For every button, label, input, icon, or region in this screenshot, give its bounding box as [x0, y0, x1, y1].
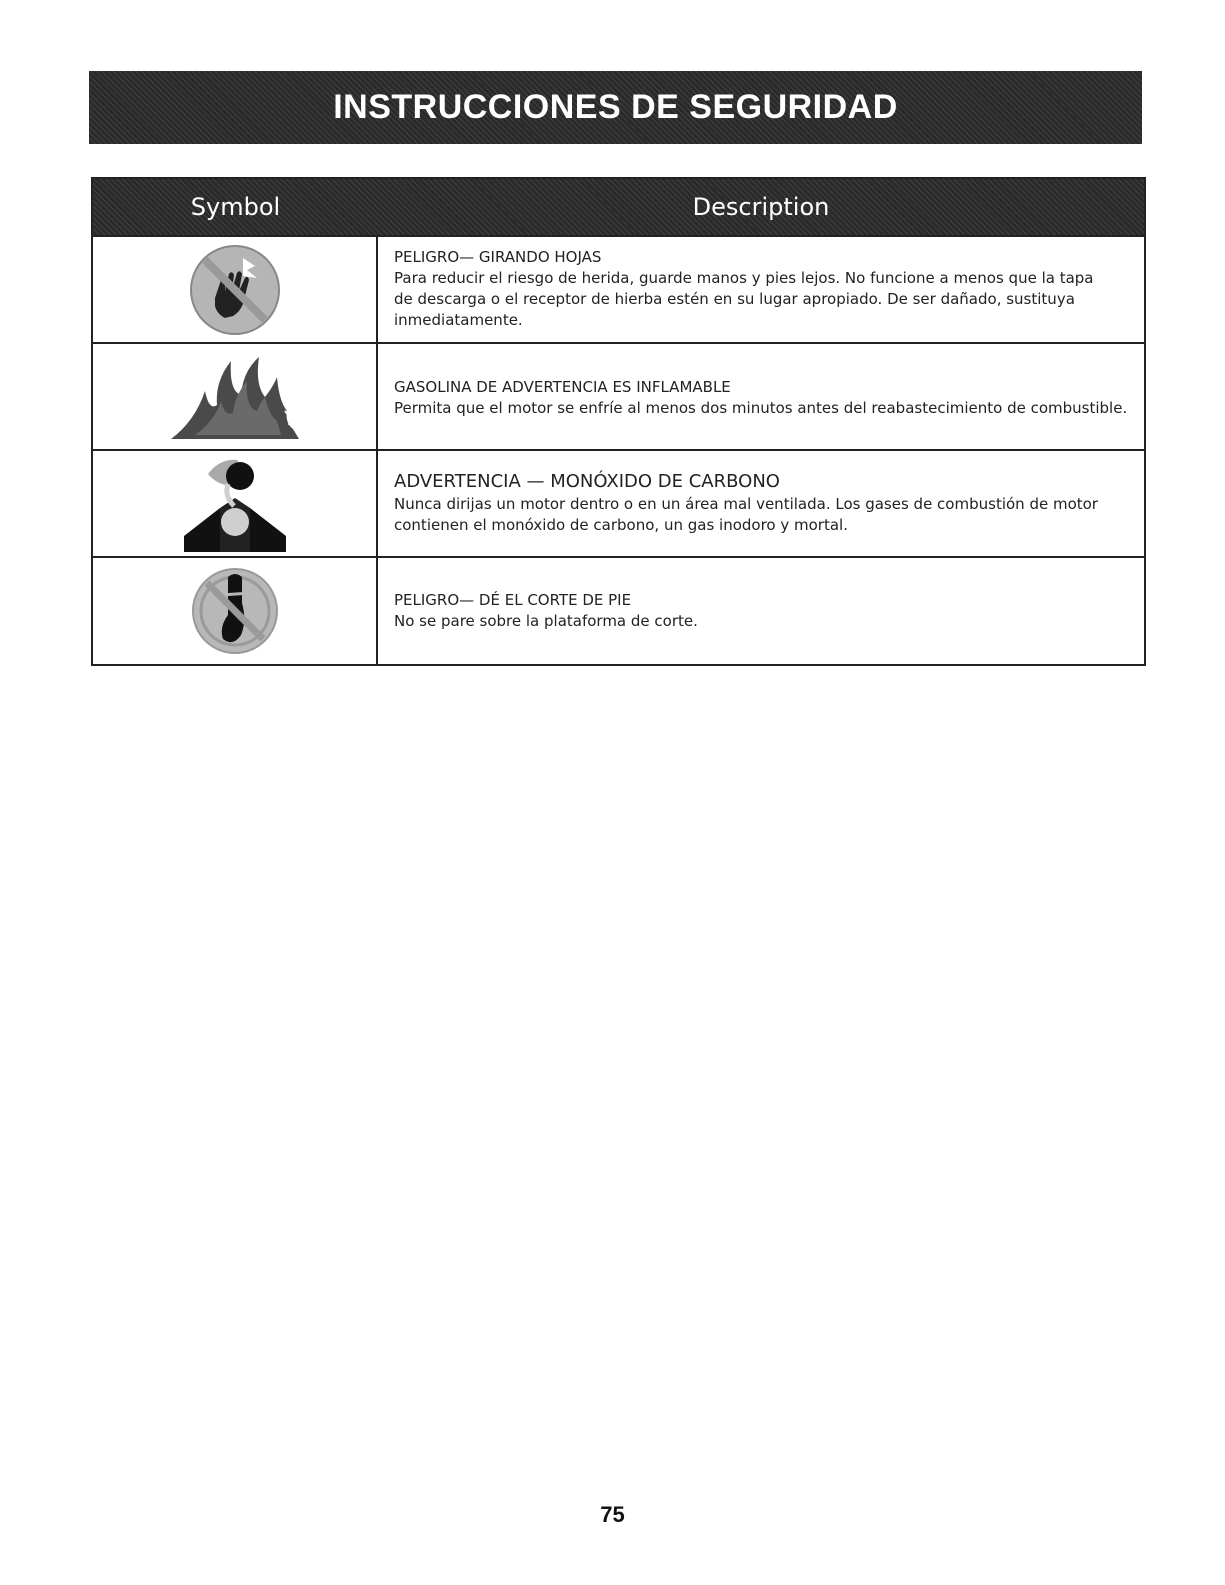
carbon-monoxide-person-icon: [180, 456, 290, 552]
page-title: INSTRUCCIONES DE SEGURIDAD: [333, 88, 898, 126]
no-standing-icon: [187, 563, 283, 659]
row-heading: PELIGRO— GIRANDO HOJAS: [394, 248, 602, 266]
description-cell: [378, 344, 1144, 449]
row-text-line: de descarga o el receptor de hierba estén en su lugar apropiado. De ser dañado, sustituya: [394, 290, 1075, 308]
row-text-line: contienen el monóxido de carbono, un gas inodoro y mortal.: [394, 516, 848, 534]
row-text-line: inmediatamente.: [394, 311, 523, 329]
table-header: [93, 179, 1144, 237]
row-text-line: Para reducir el riesgo de herida, guarde manos y pies lejos. No funcione a menos que la tapa: [394, 269, 1094, 287]
hand-blade-warning-icon: [185, 240, 285, 340]
table-row: [93, 237, 1144, 344]
column-header-symbol-label: Symbol: [190, 193, 281, 221]
flame-icon: [165, 351, 305, 443]
page-number: 75: [600, 1502, 625, 1527]
symbol-cell: [93, 558, 378, 664]
symbol-cell: [93, 451, 378, 556]
row-heading: ADVERTENCIA — MONÓXIDO DE CARBONO: [394, 471, 780, 492]
row-text-line: No se pare sobre la plataforma de corte.: [394, 612, 698, 630]
row-heading: PELIGRO— DÉ EL CORTE DE PIE: [394, 591, 632, 609]
row-heading: GASOLINA DE ADVERTENCIA ES INFLAMABLE: [394, 378, 731, 396]
description-cell: [378, 558, 1144, 664]
row-text-line: Permita que el motor se enfríe al menos dos minutos antes del reabastecimiento de combustible.: [394, 399, 1128, 417]
table-row: [93, 558, 1144, 664]
table-row: [93, 344, 1144, 451]
safety-symbols-table: [91, 177, 1146, 666]
column-header-description: [378, 179, 1144, 235]
column-header-description-label: Description: [692, 193, 830, 221]
description-cell: [378, 451, 1144, 556]
section-title-bar: [89, 71, 1142, 144]
table-row: [93, 451, 1144, 558]
description-cell: [378, 237, 1144, 342]
symbol-cell: [93, 237, 378, 342]
column-header-symbol: [93, 179, 378, 235]
symbol-cell: [93, 344, 378, 449]
row-text-line: Nunca dirijas un motor dentro o en un área mal ventilada. Los gases de combustión de motor: [394, 495, 1098, 513]
